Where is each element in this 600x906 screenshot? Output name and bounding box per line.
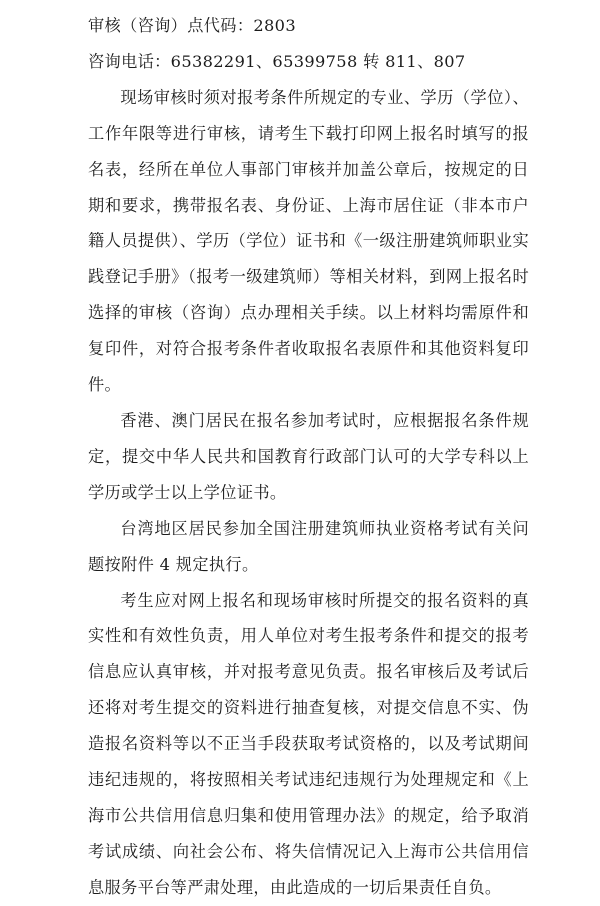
paragraph-audit-point-code: 审核（咨询）点代码：2803: [88, 16, 296, 35]
paragraph-candidate-responsibility: 考生应对网上报名和现场审核时所提交的报名资料的真实性和有效性负责，用人单位对考生报考条件和提交的报考信息应认真审核，并对报考意见负责。报名审核后及考试后还将对考生提交的资料进行抽查复核，对提交信息不实、伪造报名资料等以不正当手段获取考试资格的，以及考试期间违纪违规的，将按照相关考试违纪违规行为处理规定和《上海市公共信用信息归集和使用管理办法》的规定，给予取消考试成绩、向社会公布、将失信情况记入上海市公共信用信息服务平台等严肃处理，由此造成的一切后果责任自负。: [88, 590, 529, 897]
paragraph-hongkong-macau-residents: 香港、澳门居民在报名参加考试时，应根据报名条件规定，提交中华人民共和国教育行政部门认可的大学专科以上学历或学士以上学位证书。: [88, 410, 529, 502]
document-body: [88, 8, 529, 906]
paragraph-onsite-audit-requirements: 现场审核时须对报考条件所规定的专业、学历（学位）、工作年限等进行审核，请考生下载打印网上报名时填写的报名表，经所在单位人事部门审核并加盖公章后，按规定的日期和要求，携带报名表、身份证、上海市居住证（非本市户籍人员提供）、学历（学位）证书和《一级注册建筑师职业实践登记手册》（报考一级建筑师）等相关材料，到网上报名时选择的审核（咨询）点办理相关手续。以上材料均需原件和复印件，对符合报考条件者收取报名表原件和其他资料复印件。: [88, 87, 529, 395]
paragraph-consult-phone: 咨询电话：65382291、65399758 转 811、807: [88, 51, 466, 71]
paragraph-taiwan-residents: 台湾地区居民参加全国注册建筑师执业资格考试有关问题按附件 4 规定执行。: [88, 518, 529, 574]
